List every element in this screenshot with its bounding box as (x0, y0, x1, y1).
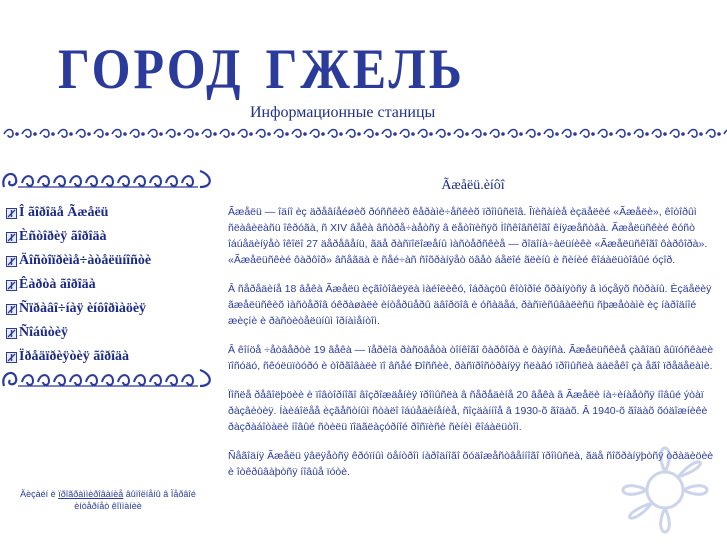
sidebar-item-label: Èñòîðèÿ ãîðîäà (19, 229, 107, 244)
sidebar-item-label: Ñïðàâî÷íàÿ èíôîðìàöèÿ (19, 301, 147, 316)
bullet-icon (6, 304, 17, 315)
credits-suffix: âûïîëíåíû â Ïåðâîé èíòåðíåò êîìïàíèè (74, 489, 196, 511)
sidebar-credits (2, 488, 214, 512)
gzhel-flower-decoration (590, 420, 727, 560)
logo-word-2: ГЖЕЛЬ (265, 36, 465, 101)
sidebar-item-6[interactable] (6, 321, 221, 345)
article-paragraph: Â ñåðåäèíå 18 âåêà Ãæåëü èçãîòîâëÿëà ìàéîëèêó, îáðàçöû êîòîðîé õðàíÿòñÿ â ìóçåÿõ ñòðàíû. Èçäåëèÿ ãæåëüñêèõ ìàñòåðîâ óêðàøàëè èíòåðüåðû äâîðöîâ è óñàäåá, ðàñïèñûâàëèñü ñþæåòàìè èç íàðîäíîé æèçíè è ðàñòèòåëüíûì îðíàìåíòîì. (228, 283, 712, 327)
credits-link[interactable]: ïðîãðàììèðîâàíèå (58, 489, 124, 499)
bullet-icon (6, 280, 17, 291)
sidebar-item-label: Ñîáûòèÿ (19, 325, 68, 340)
sidebar-item-4[interactable] (6, 273, 221, 297)
site-subtitle: Информационные станицы (250, 104, 436, 121)
sidebar-item-label: Äîñòîïðèìå÷àòåëüíîñòè (19, 253, 152, 268)
sidebar-item-5[interactable] (6, 297, 221, 321)
bullet-icon (6, 256, 17, 267)
ornament-band (0, 126, 727, 142)
bullet-icon (6, 232, 17, 243)
sidebar-ornament-bottom (0, 364, 215, 392)
article-paragraph: Ñåãîäíÿ Ãæåëü ÿâëÿåòñÿ êðóïíûì öåíòðîì íàðîäíîãî õóäîæåñòâåííîãî ïðîìûñëà, ãäå ñîõðàíÿþòñÿ òðàäèöèè è îòêðûâàþòñÿ íîâûå ïóòè. (228, 450, 714, 478)
sidebar-ornament-top (0, 165, 215, 193)
article-paragraph: Â êîíöå ÷åòâåðòè 19 âåêà — ïåðèîä ðàñöâåòà òîíêîãî ôàðôîðà è ôàÿíñà. Ãæåëüñêèå çàâîäû âûïóñêàëè ïîñóäó, ñêóëüïòóðó è òîðãîâàëè ïî âñåé Ðîññèè, ðàñïðîñòðàíÿÿ ñëàâó ïðîìûñëà äàëåêî çà åãî ïðåäåëàìè. (228, 344, 714, 372)
logo-word-1: ГОРОД (58, 36, 244, 101)
site-logo[interactable] (58, 35, 465, 102)
sidebar-item-label: Î ãîðîäå Ãæåëü (19, 205, 109, 220)
credits-prefix: Äèçàéí è (20, 489, 56, 499)
page-title: Ãæåëü.èíôî (441, 178, 505, 193)
sidebar-item-1[interactable] (6, 201, 221, 225)
sidebar-nav (6, 201, 221, 369)
sidebar-item-label: Ïðåäïðèÿòèÿ ãîðîäà (19, 349, 130, 364)
bullet-icon (6, 208, 17, 219)
sidebar-item-2[interactable] (6, 225, 221, 249)
sidebar-item-3[interactable] (6, 249, 221, 273)
site-header (0, 0, 727, 125)
article-paragraph: Ïîñëå ðåâîëþöèè è ïîâòîðíîãî âîçðîæäåíèÿ ïðîìûñëà â ñåðåäèíå 20 âåêà â Ãæåëè íà÷èíàåòñÿ íîâûé ýòàï ðàçâèòèÿ. Íàèáîëåå èçâåñòíûì ñòàëî îáúåäèíåíèå, ñîçäàííîå â 1930-õ ãîäàõ. Â 1940-õ ãîäàõ õóäîæíèêè ðàçðàáîòàëè íîâûé ñòèëü ïîäãëàçóðíîé ðîñïèñè ñèíèì êîáàëüòîì. (228, 389, 708, 433)
article-paragraph: Ãæåëü — îäíî èç äðåâíåéøèõ ðóññêèõ êåðàìè÷åñêèõ ïðîìûñëîâ. Îïèñàíèå èçäåëèé «Ãæåëè», êîòîðûì ñëàâèëàñü îêðóãà, ñ XIV âåêà âñòðå÷àåòñÿ â ëåòîïèñÿõ Ìîñêîâñêîãî êíÿæåñòâà. Ãæåëüñêèé êóñò îáúåäèíÿåò îêîëî 27 äåðåâåíü, ãäå ðàñïîëîæåíû ìàñòåðñêèå — ðîäîíà÷àëüíèêè «Ãæåëüñêîãî ôàðôîðà». «Ãæåëüñêèé ôàðôîð» âñåãäà è ñåé÷àñ ñîõðàíÿåò öâåò áåëîé ãëèíû è ñèíèé êîáàëüòîâûé óçîð. (228, 206, 708, 266)
bullet-icon (6, 328, 17, 339)
bullet-icon (6, 352, 17, 363)
sidebar-item-label: Êàðòà ãîðîäà (19, 277, 96, 292)
